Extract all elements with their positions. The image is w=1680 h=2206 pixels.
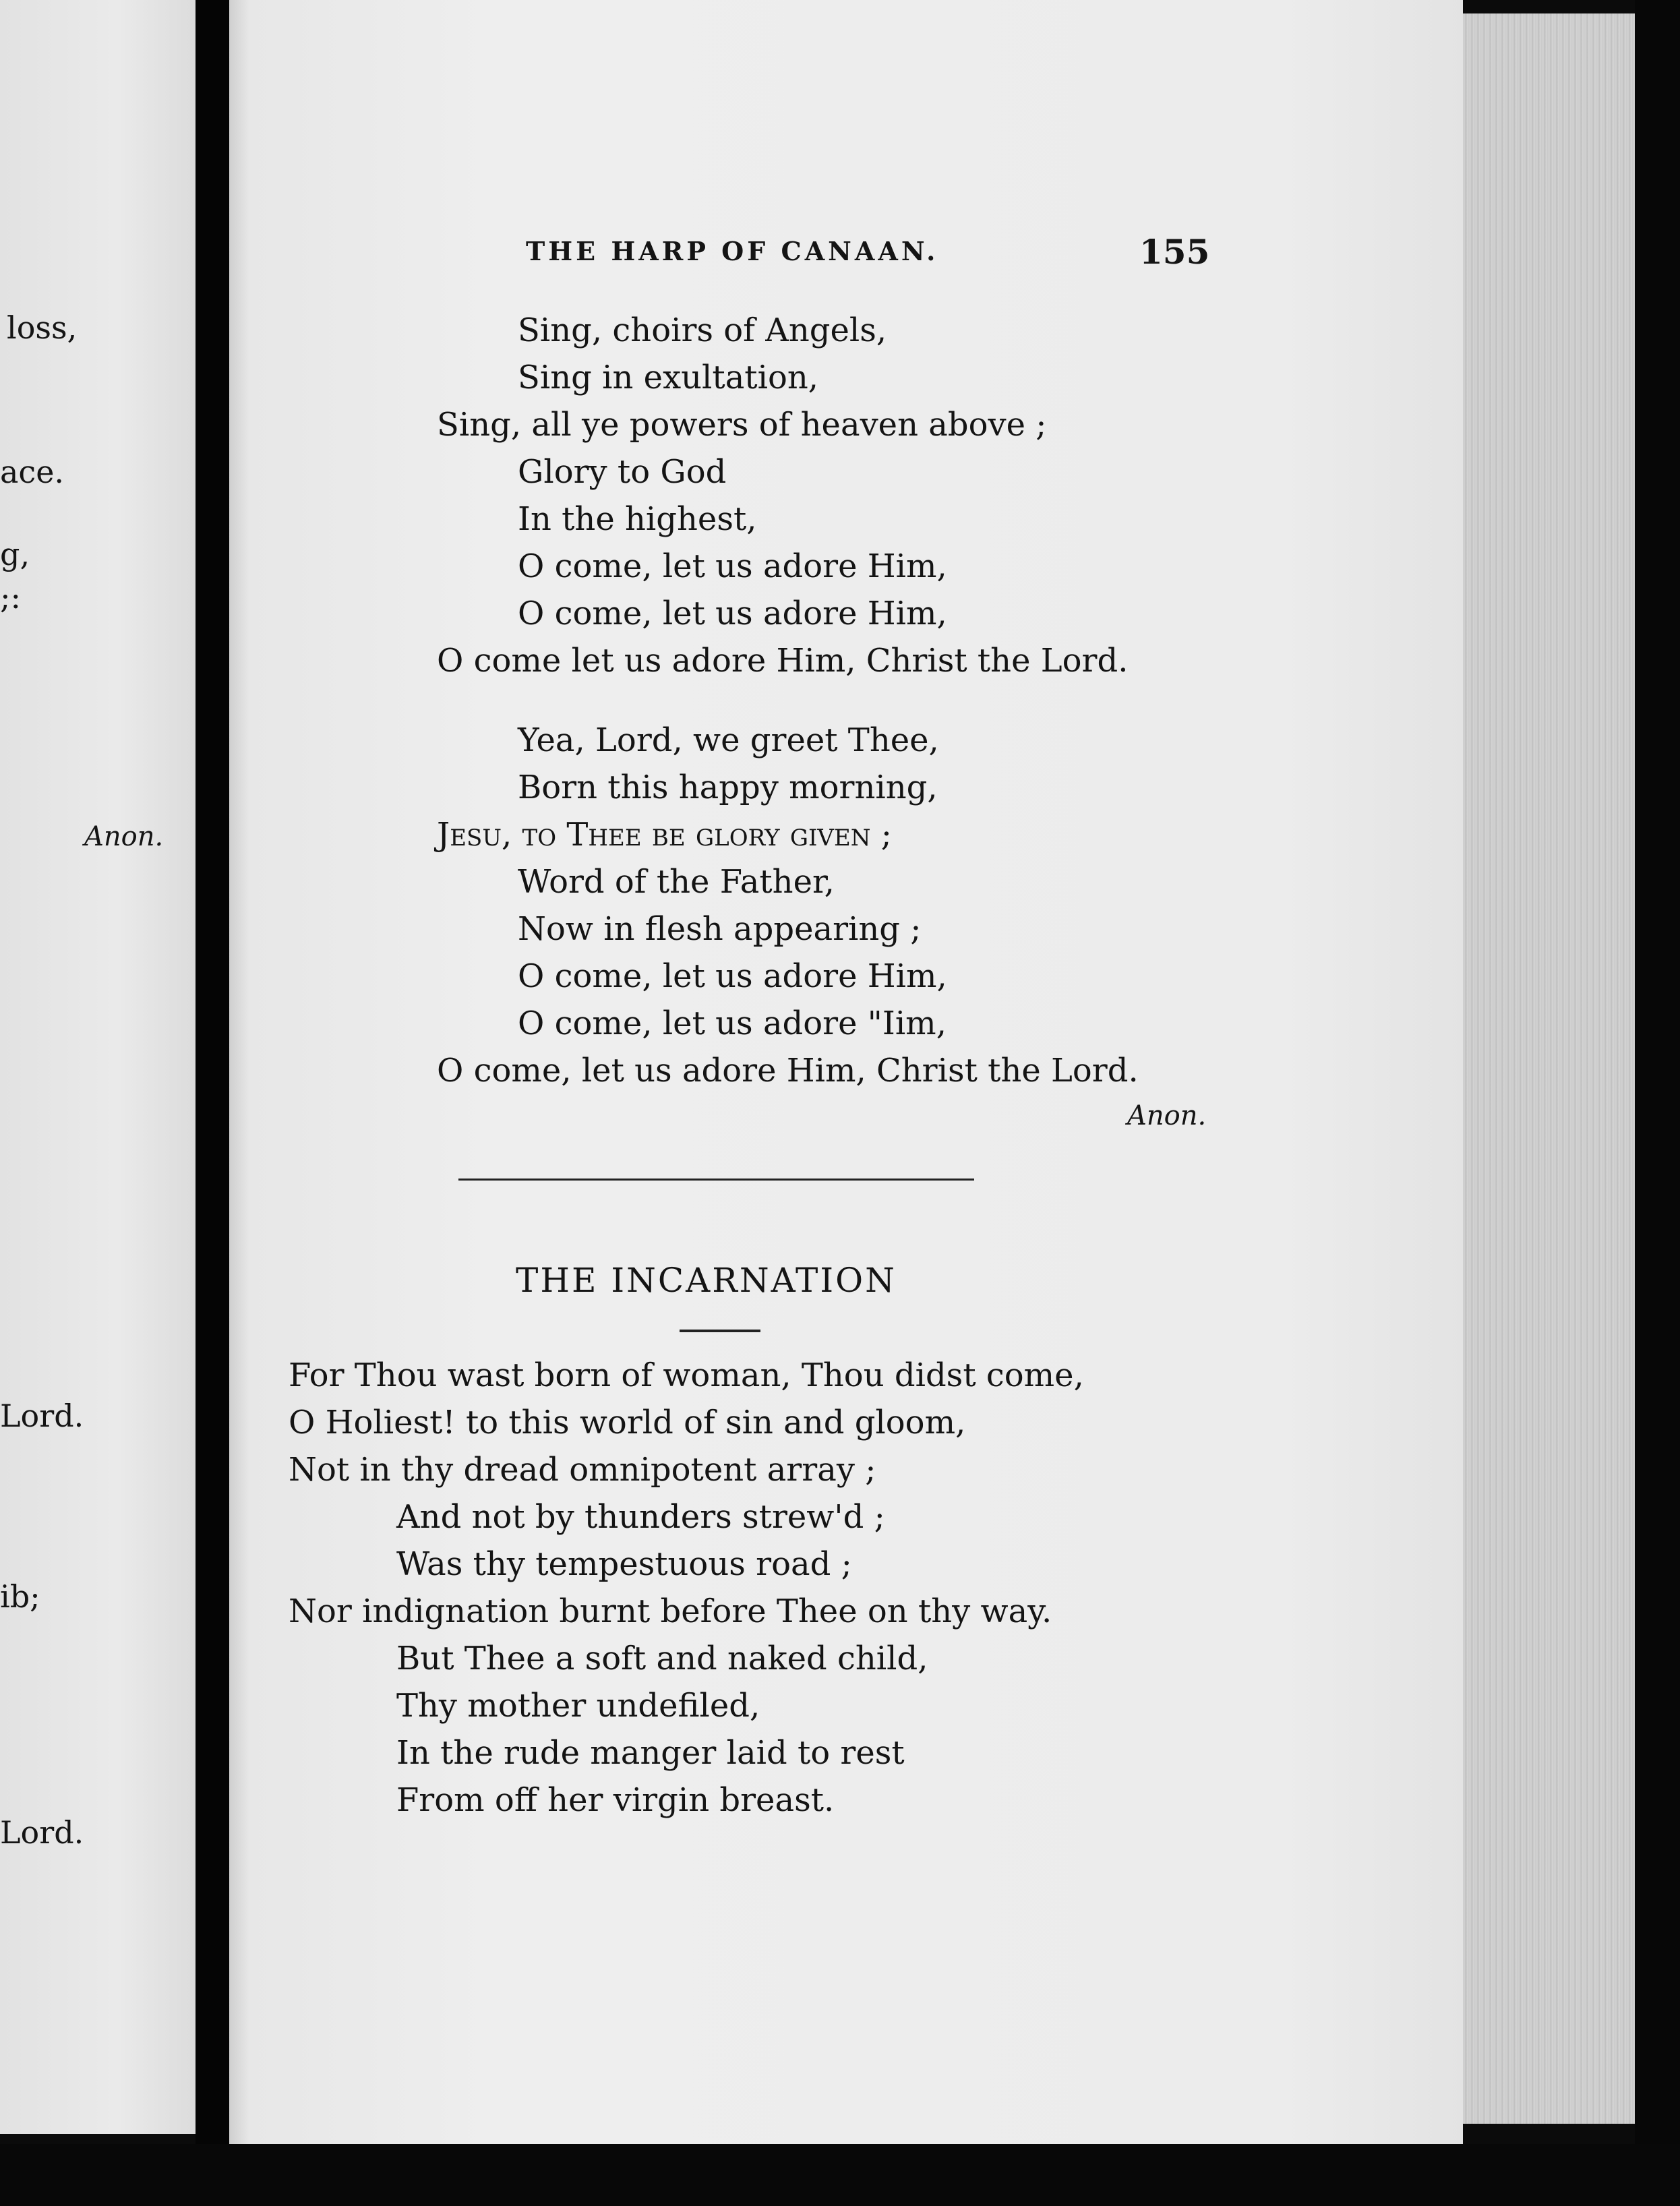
poem-line: But Thee a soft and naked child, [396,1640,928,1677]
bottom-background [0,2144,1680,2206]
verse-line: In the highest, [518,500,757,538]
verse-line: Now in flesh appearing ; [518,910,922,948]
left-fragment: ib; [0,1578,40,1615]
left-fragment: loss, [7,309,78,346]
poem-line: And not by thunders strew'd ; [396,1498,885,1536]
verse-line: O come, let us adore Him, [518,595,947,632]
verse-line: O come, let us adore "Iim, [518,1005,947,1042]
left-fragment: Lord. [0,1814,84,1851]
left-fragment: Lord. [0,1398,84,1434]
verse-line: Word of the Father, [518,863,835,901]
title-rule [680,1330,760,1332]
left-fragment: g, [0,536,30,572]
poem-line: In the rude manger laid to rest [396,1734,905,1772]
page-number: 155 [1139,232,1210,272]
page-edges [1463,13,1635,2124]
verse-line: Jesu, to Thee be glory given ; [437,816,892,854]
left-attribution: Anon. [84,821,164,852]
left-page [0,0,196,2134]
verse-line: Born this happy morning, [518,769,938,806]
poem-line: O Holiest! to this world of sin and gloom, [289,1404,966,1441]
verse-line: Yea, Lord, we greet Thee, [518,721,939,759]
verse-line: Glory to God [518,453,727,491]
verse-line: O come, let us adore Him, Christ the Lord. [437,1052,1139,1090]
poem-line: Not in thy dread omnipotent array ; [289,1451,876,1489]
verse-line: Sing, all ye powers of heaven above ; [437,406,1047,444]
book-gutter [196,0,229,2206]
verse-line: Sing, choirs of Angels, [518,311,887,349]
poem-line: For Thou wast born of woman, Thou didst come, [289,1357,1084,1394]
poem-line: Nor indignation burnt before Thee on thy way. [289,1592,1052,1630]
section-title: THE INCARNATION [516,1261,897,1300]
poem-line: Thy mother undefiled, [396,1687,760,1725]
left-fragment: ;: [0,579,21,616]
hymn-attribution: Anon. [1127,1100,1207,1131]
verse-line: O come, let us adore Him, [518,547,947,585]
verse-line: Sing in exultation, [518,359,819,396]
left-fragment: ace. [0,454,65,490]
verse-line: O come let us adore Him, Christ the Lord. [437,642,1129,680]
gutter-shadow [229,0,249,2144]
poem-line: Was thy tempestuous road ; [396,1545,852,1583]
right-background [1635,0,1680,2206]
running-head: THE HARP OF CANAAN. [526,236,939,266]
verse-line: O come, let us adore Him, [518,957,947,995]
section-divider [458,1179,974,1181]
poem-line: From off her virgin breast. [396,1781,835,1819]
